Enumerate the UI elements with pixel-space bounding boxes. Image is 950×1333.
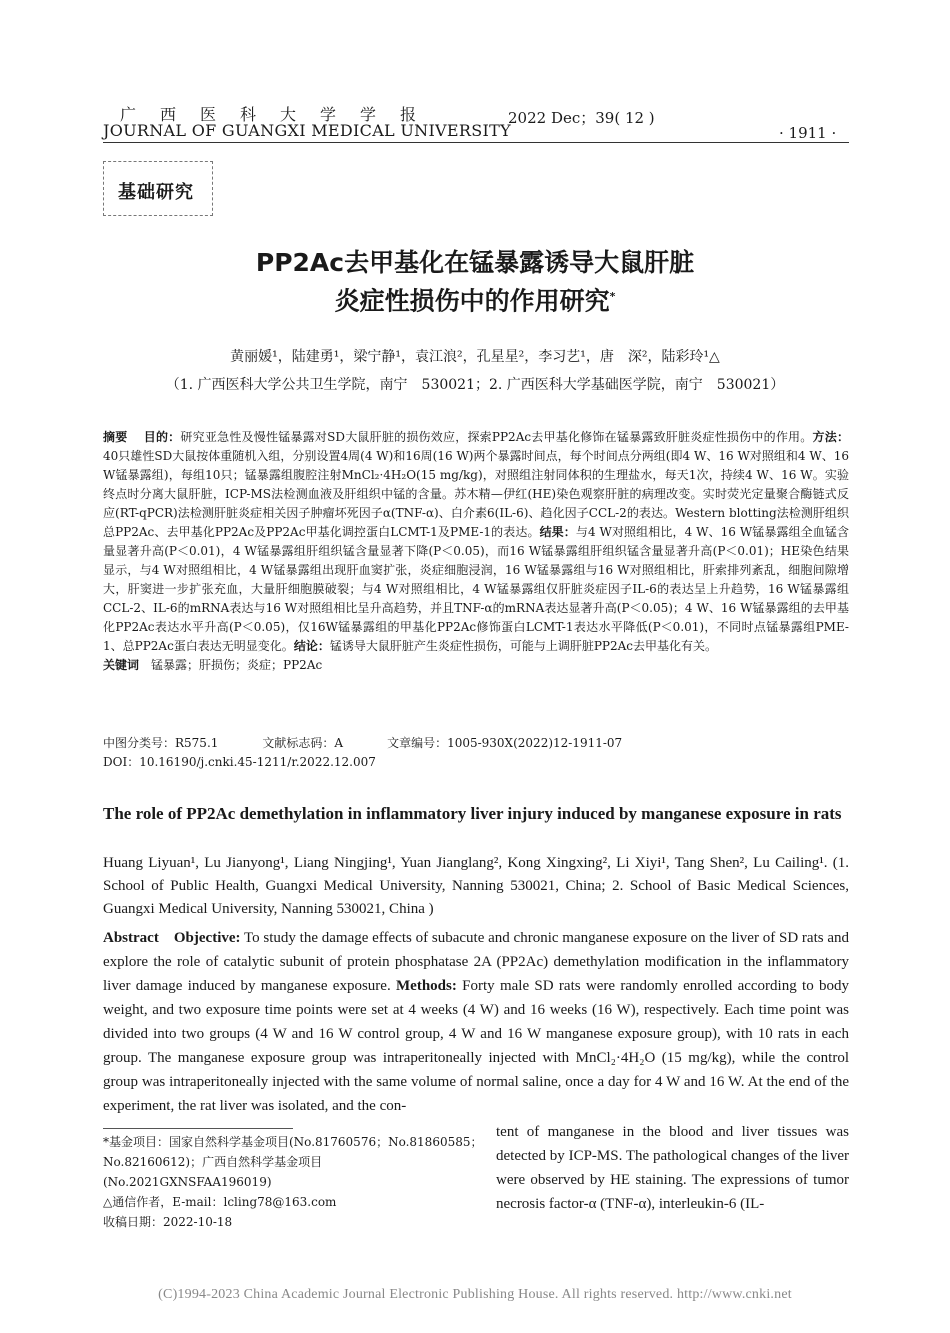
method-label: 方法：	[812, 430, 849, 444]
methods-en-text: Forty male SD rats were randomly enrolled according to body weight, and two exposure time points were set at 4 weeks (4 W) and 16 weeks (16 W), respectively. Each time point was divided into two groups (4 W and 16 W control group, 4 W and 16 W manganese exposure group), with 10 rats in each group. The manganese exposure group was intraperitoneally injected with MnCl₂·4H₂O (15 mg/kg), while the control group was intraperitoneally injected with the same volume of normal saline, once a day for 4 W and 16 W. At the end of the experiment, the rat liver was isolated, and the con-	[103, 978, 850, 1114]
abstract-en	[103, 926, 849, 1118]
keywords-value: 锰暴露；肝损伤；炎症；PP2Ac	[151, 658, 323, 672]
objective-text: 研究亚急性及慢性锰暴露对SD大鼠肝脏的损伤效应，探索PP2Ac去甲基化修饰在锰暴露致肝脏炎症性损伤中的作用。	[180, 430, 813, 444]
abstract-cn	[103, 428, 849, 675]
fund-mark: *	[609, 290, 616, 303]
issue-date: 2022 Dec；39( 12 )	[508, 109, 655, 127]
methods-en-label: Methods:	[396, 978, 457, 994]
fund-note: *基金项目：国家自然科学基金项目(No.81760576；No.81860585；No.82160612)；广西自然科学基金项目(No.2021GXNSFAA196019)	[103, 1135, 483, 1189]
affiliation-cn: （1. 广西医科大学公共卫生学院，南宁 530021；2. 广西医科大学基础医学院，南宁 530021）	[165, 377, 785, 393]
abstract-en-label: Abstract	[103, 930, 159, 946]
received-date: 收稿日期：2022-10-18	[103, 1215, 233, 1229]
journal-name-cn: 广西医科大学学报	[120, 105, 441, 124]
objective-label: 目的：	[143, 430, 181, 444]
conclusion-label: 结论：	[293, 639, 330, 653]
classification-line	[103, 734, 666, 753]
corresponding-author: △通信作者，E-mail：lcling78@163.com	[103, 1195, 337, 1209]
article-number: 文章编号：1005-930X(2022)12-1911-07	[387, 736, 623, 750]
authors-cn: 黄丽媛¹，陆建勇¹，梁宁静¹，袁江浪²，孔星星²，李习艺¹，唐 深²，陆彩玲¹△	[230, 349, 720, 365]
abstract-label: 摘要	[103, 430, 128, 444]
objective-en-text: To study the damage effects of subacute and chronic manganese exposure on the liver of SD rats and explore the role of catalytic subunit of protein phosphatase 2A (PP2Ac) demethylation modification in the inflammatory liver damage induced by manganese exposure.	[103, 930, 849, 994]
objective-en-label: Objective:	[173, 930, 241, 946]
doi: DOI：10.16190/j.cnki.45-1211/r.2022.12.007	[103, 755, 376, 769]
result-text: 与4 W对照组相比，4 W、16 W锰暴露组全血锰含量显著升高(P＜0.01)，4 W锰暴露组肝组织锰含量显著下降(P＜0.05)，而16 W锰暴露组肝组织锰含量显著升高(P＜0.01)；HE染色结果显示，与4 W对照组相比，4 W锰暴露组出现肝血窦扩张，炎症细胞浸润，16 W锰暴露组与16 W对照组相比，肝索排列紊乱，细胞间隙增大，肝窦进一步扩张充血，大量肝细胞膜破裂；与4 W对照组相比，4 W锰暴露组仅肝脏炎症因子IL-6的表达呈上升趋势，16 W锰暴露组CCL-2、IL-6的mRNA表达与16 W对照组相比呈升高趋势，并且TNF-α的mRNA表达显著升高(P＜0.05)；4 W、16 W锰暴露组的去甲基化PP2Ac表达水平升高(P＜0.05)，仅16W锰暴露组的甲基化PP2Ac修饰蛋白LCMT-1表达水平降低(P＜0.01)，不同时点锰暴露组PME-1、总PP2Ac蛋白表达无明显变化。	[103, 525, 849, 653]
article-title	[100, 246, 850, 318]
abstract-en-continued: tent of manganese in the blood and liver tissues was detected by ICP-MS. The pathological changes of the liver were observed by HE staining. The expressions of tumor necrosis factor-α (TNF-α), interleukin-6 (IL-	[496, 1124, 849, 1212]
method-text: 40只雄性SD大鼠按体重随机入组，分别设置4周(4 W)和16周(16 W)两个暴露时间点，每个时间点分两组(即4 W、16 W对照组和4 W、16 W锰暴露组)，每组10只；锰暴露组腹腔注射MnCl₂·4H₂O(15 mg/kg)，对照组注射同体积的生理盐水，每天1次，持续4 W、16 W。实验终点时分离大鼠肝脏，ICP-MS法检测血液及肝组织中锰的含量。苏木精—伊红(HE)染色观察肝脏的病理改变。实时荧光定量聚合酶链式反应(RT-qPCR)法检测肝脏炎症相关因子肿瘤坏死因子α(TNF-α)、白介素6(IL-6)、趋化因子CCL-2的表达。Western blotting法检测肝组织总PP2Ac、去甲基化PP2Ac及PP2Ac甲基化调控蛋白LCMT-1及PME-1的表达。	[103, 449, 849, 539]
title-en: The role of PP2Ac demethylation in inflammatory liver injury induced by manganese exposure in rats	[103, 804, 842, 823]
doc-code: 文献标志码：A	[262, 736, 344, 750]
authors-en: Huang Liyuan¹, Lu Jianyong¹, Liang Ningjing¹, Yuan Jianglang², Kong Xingxing², Li Xiyi¹, Tang Shen², Lu Cailing¹. (1. School of Public Health, Guangxi Medical University, Nanning 530021, China; 2. School of Basic Medical Sciences, Guangxi Medical University, Nanning 530021, China )	[103, 855, 849, 917]
page-number: · 1911 ·	[779, 124, 837, 142]
header-rule	[103, 142, 849, 143]
title-line-2-text: 炎症性损伤中的作用研究	[334, 286, 610, 316]
footnote-rule	[103, 1128, 293, 1129]
footnotes	[103, 1132, 483, 1232]
title-line-2	[100, 280, 850, 318]
conclusion-text: 锰诱导大鼠肝脏产生炎症性损伤，可能与上调肝脏PP2Ac去甲基化有关。	[329, 639, 718, 653]
journal-name-en: JOURNAL OF GUANGXI MEDICAL UNIVERSITY	[103, 121, 511, 140]
result-label: 结果：	[539, 525, 576, 539]
keywords-label: 关键词	[103, 658, 140, 672]
clc-number: 中图分类号：R575.1	[103, 736, 219, 750]
section-label: 基础研究	[118, 182, 194, 203]
title-line-1: PP2Ac去甲基化在锰暴露诱导大鼠肝脏	[255, 248, 695, 277]
copyright-watermark: (C)1994-2023 China Academic Journal Electronic Publishing House. All rights reserved. http://www.cnki.net	[158, 1287, 792, 1302]
